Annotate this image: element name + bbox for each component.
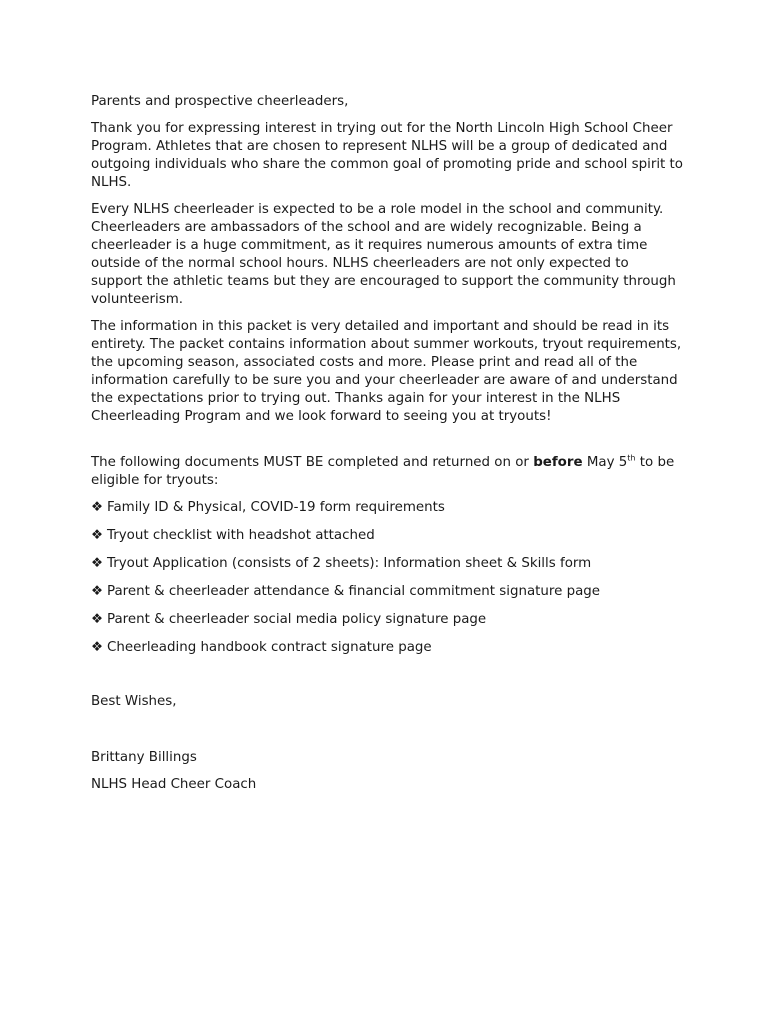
- signer-name: Brittany Billings: [91, 750, 197, 765]
- paragraph-role-model: Every NLHS cheerleader is expected to be a role model in the school and community. Cheerleaders are ambassadors of the school and are widely recognizable. Being a cheerleader is a huge commitment, as it requires numerous amounts of extra time outside of the normal school hours. NLHS cheerleaders are not only expected to support the athletic teams but they are encouraged to support the community through volunteerism.: [91, 202, 676, 307]
- list-item-text: Parent & cheerleader social media policy signature page: [107, 612, 487, 627]
- letter-body: [91, 93, 683, 803]
- documents-list: [91, 499, 683, 657]
- list-item: [91, 527, 683, 545]
- paragraph-information: The information in this packet is very detailed and important and should be read in its entirety. The packet contains information about summer workouts, tryout requirements, the upcoming season, associated costs and more. Please print and read all of the information carefully to be sure you and your cheerleader are aware of and understand the expectations prior to trying out. Thanks again for your interest in the NLHS Cheerleading Program and we look forward to seeing you at tryouts!: [91, 319, 682, 424]
- list-item-text: Cheerleading handbook contract signature page: [107, 640, 432, 655]
- diamond-bullet-icon: ❖: [91, 640, 104, 655]
- documents-intro-bold: before: [533, 455, 583, 470]
- documents-intro: [91, 454, 683, 490]
- list-item: [91, 499, 683, 517]
- list-item: [91, 611, 683, 629]
- list-item: [91, 555, 683, 573]
- list-item: [91, 639, 683, 657]
- documents-intro-date: May 5: [582, 455, 628, 470]
- list-item-text: Family ID & Physical, COVID-19 form requirements: [107, 500, 445, 515]
- list-item-text: Tryout Application (consists of 2 sheets): Information sheet & Skills form: [107, 556, 592, 571]
- diamond-bullet-icon: ❖: [91, 612, 104, 627]
- paragraph-intro: Thank you for expressing interest in trying out for the North Lincoln High School Cheer Program. Athletes that are chosen to represent NLHS will be a group of dedicated and outgoing individuals who share the common goal of promoting pride and school spirit to NLHS.: [91, 121, 683, 190]
- documents-intro-tail: to be eligible for tryouts:: [91, 455, 675, 488]
- list-item-text: Tryout checklist with headshot attached: [107, 528, 375, 543]
- list-item: [91, 583, 683, 601]
- diamond-bullet-icon: ❖: [91, 556, 104, 571]
- diamond-bullet-icon: ❖: [91, 528, 104, 543]
- documents-intro-start: The following documents MUST BE completed and returned on or: [91, 455, 534, 470]
- documents-intro-superscript: th: [627, 453, 636, 463]
- closing: Best Wishes,: [91, 694, 177, 709]
- list-item-text: Parent & cheerleader attendance & financial commitment signature page: [107, 584, 601, 599]
- greeting: Parents and prospective cheerleaders,: [91, 94, 349, 109]
- signer-title: NLHS Head Cheer Coach: [91, 777, 257, 792]
- diamond-bullet-icon: ❖: [91, 500, 104, 515]
- diamond-bullet-icon: ❖: [91, 584, 104, 599]
